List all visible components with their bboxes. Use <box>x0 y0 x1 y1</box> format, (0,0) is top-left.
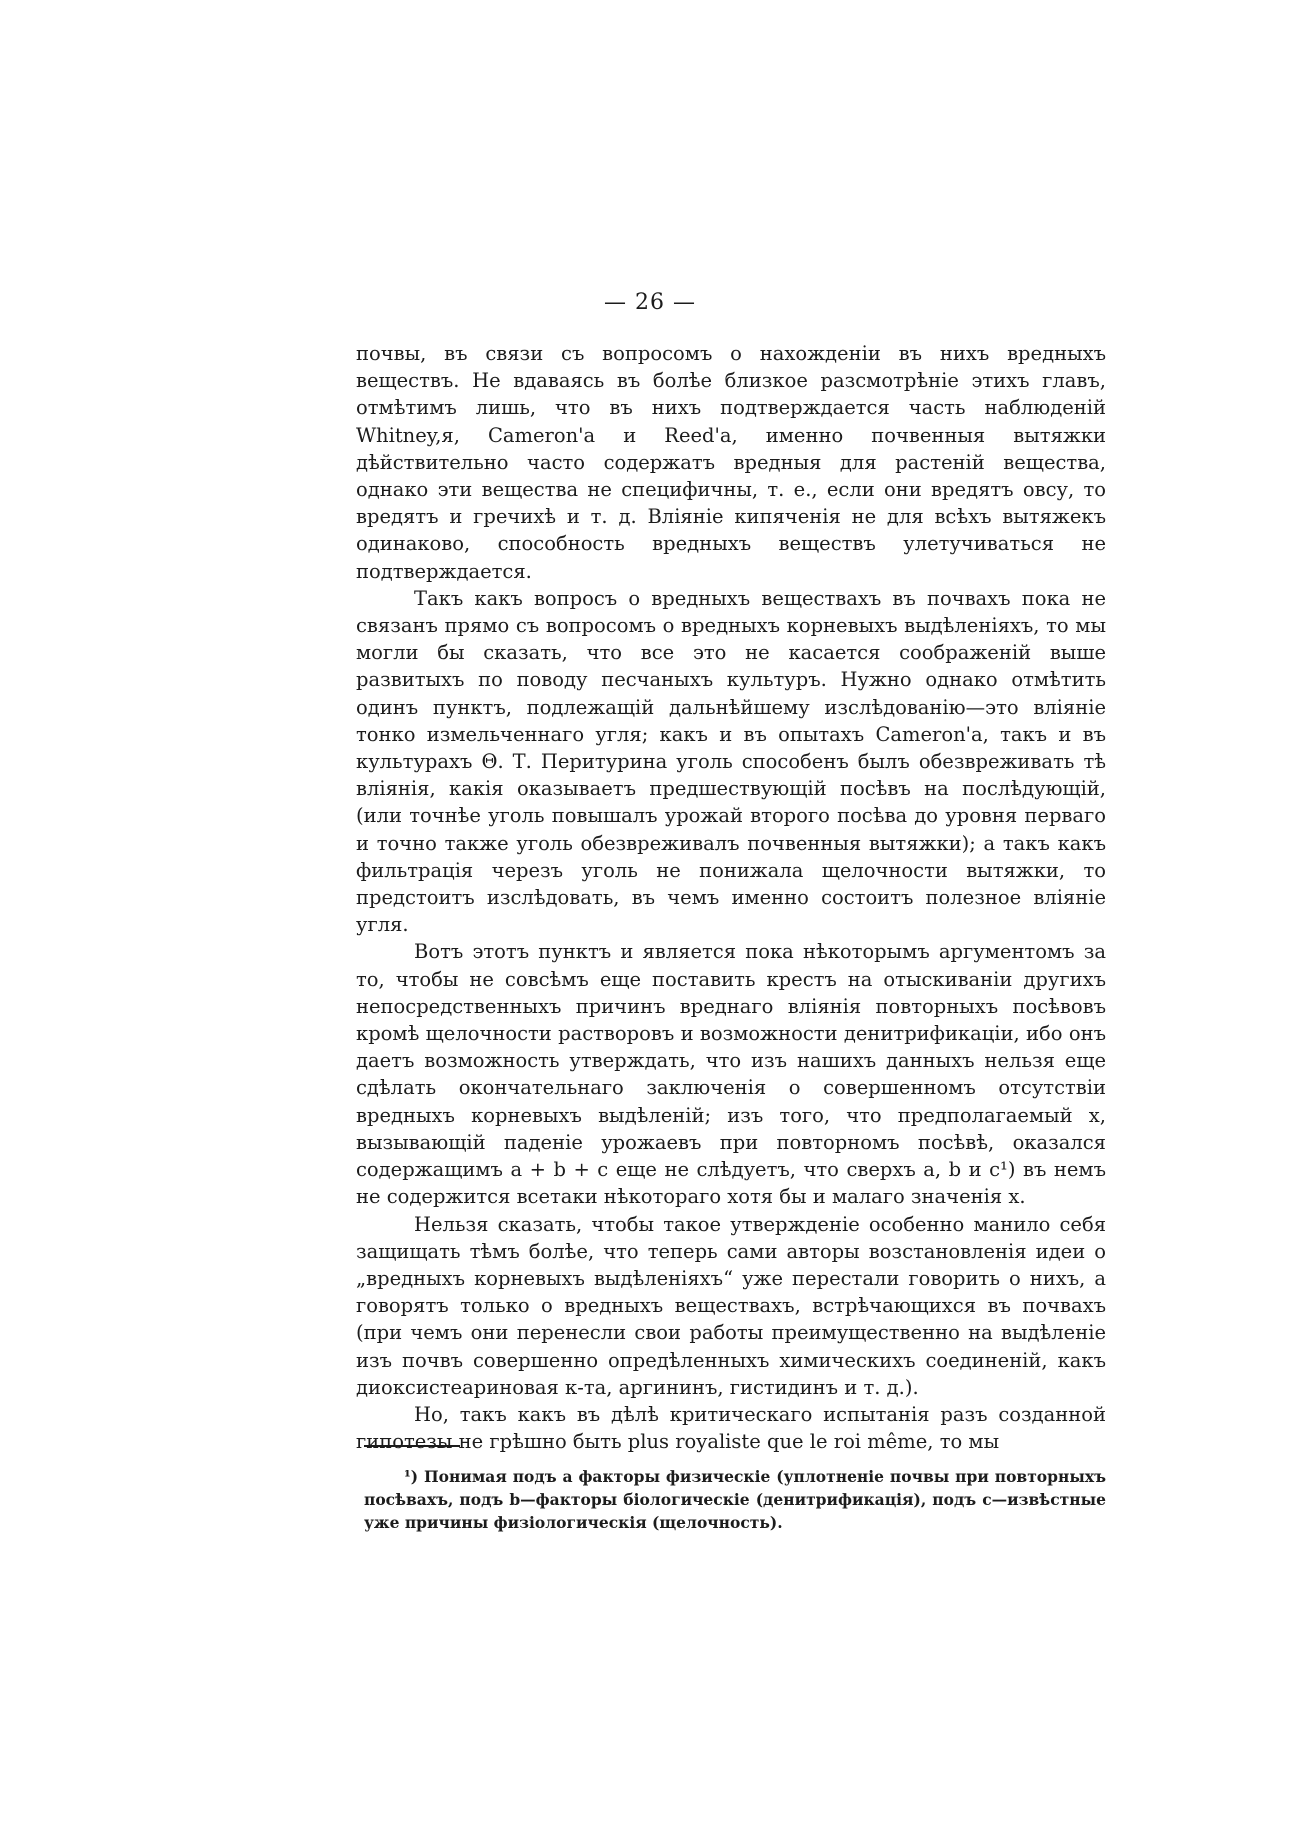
footnote-text: ¹) Понимая подъ a факторы физическіе (уплотненіе почвы при повторныхъ посѣвахъ, подъ b—факторы біологическіе (денитрификація), подъ c—извѣстные уже причины физіологическія (щелочность). <box>364 1467 1106 1532</box>
paragraph-1: почвы, въ связи съ вопросомъ о нахожденіи въ нихъ вредныхъ веществъ. Не вдаваясь въ болѣе близкое разсмотрѣніе этихъ главъ, отмѣтимъ лишь, что въ нихъ подтверждается часть наблюденій Whitney,я, Cameron'а и Reed'а, именно почвенныя вытяжки дѣйствительно часто содержатъ вредныя для растеній вещества, однако эти вещества не специфичны, т. е., если они вредятъ овсу, то вредятъ и гречихѣ и т. д. Вліяніе кипяченія не для всѣхъ вытяжекъ одинаково, способность вредныхъ веществъ улетучиваться не подтверждается. <box>356 342 1106 583</box>
paragraph-5: Но, такъ какъ въ дѣлѣ критическаго испытанія разъ созданной гипотезы не грѣшно быть plus royaliste que le roi même, то мы <box>356 1402 1106 1454</box>
footnote-divider <box>364 1445 460 1447</box>
paragraph-4: Нельзя сказать, чтобы такое утвержденіе особенно манило себя защищать тѣмъ болѣе, что теперь сами авторы возстановленія идеи о „вредныхъ корневыхъ выдѣленіяхъ“ уже перестали говорить о нихъ, а говорятъ только о вредныхъ веществахъ, встрѣчающихся въ почвахъ (при чемъ они перенесли свои работы преимущественно на выдѣленіе изъ почвъ совершенно опредѣленныхъ химическихъ соединеній, какъ диоксистеариновая к-та, аргининъ, гистидинъ и т. д.). <box>356 1212 1106 1399</box>
footnote <box>364 1465 1106 1534</box>
page-number: — 26 — <box>604 290 696 315</box>
paragraph-2: Такъ какъ вопросъ о вредныхъ веществахъ въ почвахъ пока не связанъ прямо съ вопросомъ о вредныхъ корневыхъ выдѣленіяхъ, то мы могли бы сказать, что все это не касается соображеній выше развитыхъ по поводу песчаныхъ культуръ. Нужно однако отмѣтить одинъ пунктъ, подлежащій дальнѣйшему изслѣдованію—это вліяніе тонко измельченнаго угля; какъ и въ опытахъ Cameron'а, такъ и въ культурахъ Θ. Т. Перитурина уголь способенъ былъ обезвреживать тѣ вліянія, какія оказываетъ предшествующій посѣвъ на послѣдующій, (или точнѣе уголь повышалъ урожай второго посѣва до уровня перваго и точно также уголь обезвреживалъ почвенныя вытяжки); а такъ какъ фильтрація черезъ уголь не понижала щелочности вытяжки, то предстоитъ изслѣдовать, въ чемъ именно состоитъ полезное вліяніе угля. <box>356 586 1106 937</box>
paragraph-3: Вотъ этотъ пунктъ и является пока нѣкоторымъ аргументомъ за то, чтобы не совсѣмъ еще поставить крестъ на отыскиваніи другихъ непосредственныхъ причинъ вреднаго вліянія повторныхъ посѣвовъ кромѣ щелочности растворовъ и возможности денитрификаціи, ибо онъ даетъ возможность утверждать, что изъ нашихъ данныхъ нельзя еще сдѣлать окончательнаго заключенія о совершенномъ отсутствіи вредныхъ корневыхъ выдѣленій; изъ того, что предполагаемый x, вызывающій паденіе урожаевъ при повторномъ посѣвѣ, оказался содержащимъ a + b + c еще не слѣдуетъ, что сверхъ a, b и c¹) въ немъ не содержится всетаки нѣкотораго хотя бы и малаго значенія x. <box>356 940 1106 1209</box>
body-text <box>356 340 1106 1455</box>
